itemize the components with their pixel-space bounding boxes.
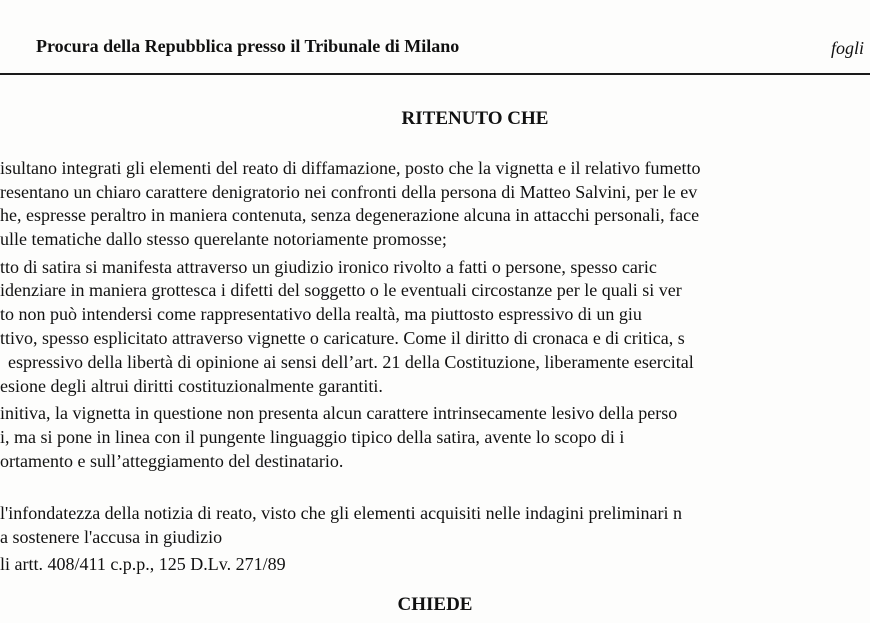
office-header: Procura della Repubblica presso il Tribunale di Milano — [36, 36, 460, 56]
body-line: resentano un chiaro carattere denigratorio nei confronti della persona di Matteo Salvini, per le ev — [0, 182, 698, 202]
body-line: ttivo, spesso esplicitato attraverso vignette o caricature. Come il diritto di cronaca e di critica, s — [0, 328, 685, 348]
header-divider — [0, 73, 870, 75]
body-line: ortamento e sull’atteggiamento del destinatario. — [0, 451, 344, 471]
body-line: l'infondatezza della notizia di reato, visto che gli elementi acquisiti nelle indagini preliminari n — [0, 503, 683, 523]
body-line: esione degli altrui diritti costituzionalmente garantiti. — [0, 376, 383, 396]
body-line: i, ma si pone in linea con il pungente linguaggio tipico della satira, avente lo scopo di i — [0, 427, 625, 447]
body-line: a sostenere l'accusa in giudizio — [0, 527, 223, 547]
body-line: to non può intendersi come rappresentativo della realtà, ma piuttosto espressivo di un giu — [0, 304, 642, 324]
body-line: li artt. 408/411 c.p.p., 125 D.Lv. 271/89 — [0, 554, 286, 574]
page-label: fogli — [831, 38, 865, 58]
body-line: idenziare in maniera grottesca i difetti del soggetto o le eventuali circostanze per le quali si ver — [0, 280, 682, 300]
ritenuto-heading: RITENUTO CHE — [401, 108, 549, 129]
body-line: isultano integrati gli elementi del reato di diffamazione, posto che la vignetta e il relativo fumetto — [0, 158, 701, 178]
body-line: tto di satira si manifesta attraverso un giudizio ironico rivolto a fatti o persone, spesso caric — [0, 257, 657, 277]
body-line: espressivo della libertà di opinione ai sensi dell’art. 21 della Costituzione, liberamente esercital — [8, 352, 694, 372]
body-line: initiva, la vignetta in questione non presenta alcun carattere intrinsecamente lesivo della perso — [0, 403, 678, 423]
body-line: ulle tematiche dallo stesso querelante notoriamente promosse; — [0, 229, 447, 249]
chiede-heading: CHIEDE — [397, 594, 473, 615]
body-line: he, espresse peraltro in maniera contenuta, senza degenerazione alcuna in attacchi personali, face — [0, 205, 700, 225]
